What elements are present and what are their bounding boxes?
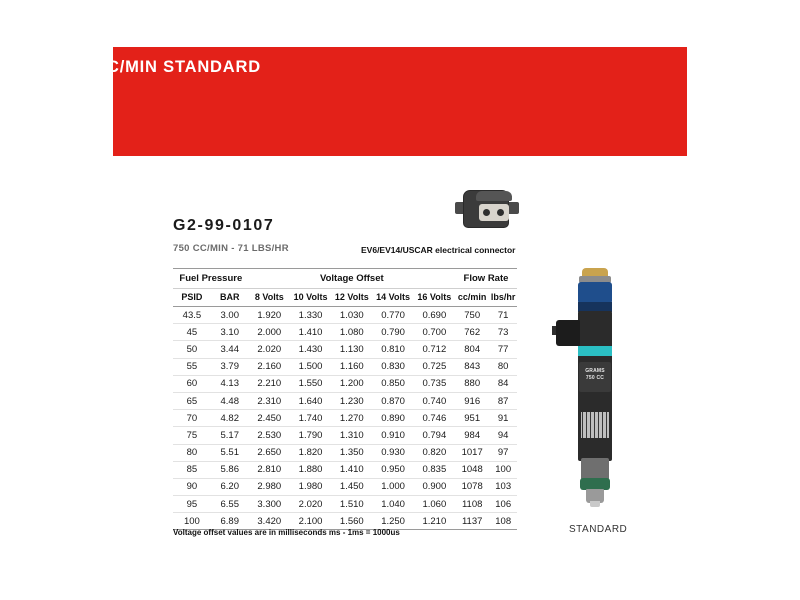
cell-bar: 4.48	[211, 392, 249, 409]
cell-14-volts: 0.770	[372, 307, 413, 324]
cell-16-volts: 0.700	[414, 324, 455, 341]
injector-brand-label	[579, 362, 611, 392]
table-row	[173, 392, 517, 409]
cell-cc-min: 750	[455, 307, 489, 324]
cell-bar: 3.00	[211, 307, 249, 324]
spec-table	[173, 268, 517, 530]
injector-label-line2: 750 CC	[585, 375, 605, 381]
cell-8-volts: 2.020	[249, 341, 290, 358]
table-row	[173, 375, 517, 392]
connector-body	[463, 190, 509, 228]
electrical-connector-icon	[455, 188, 521, 232]
cell-16-volts: 0.690	[414, 307, 455, 324]
cell-12-volts: 1.030	[331, 307, 372, 324]
cell-10-volts: 1.980	[290, 478, 331, 495]
cell-14-volts: 0.910	[372, 427, 413, 444]
cell-14-volts: 0.930	[372, 444, 413, 461]
injector-label-line1: GRAMS	[585, 368, 605, 374]
cell-psid: 100	[173, 513, 211, 530]
cell-8-volts: 1.920	[249, 307, 290, 324]
part-subtitle: 750 CC/MIN - 71 LBS/HR	[173, 243, 289, 254]
cell-12-volts: 1.160	[331, 358, 372, 375]
cell-14-volts: 0.790	[372, 324, 413, 341]
cell-cc-min: 1017	[455, 444, 489, 461]
cell-10-volts: 1.790	[290, 427, 331, 444]
connector-top	[476, 191, 512, 201]
cell-8-volts: 2.000	[249, 324, 290, 341]
cell-8-volts: 2.530	[249, 427, 290, 444]
group-header-fuel-pressure: Fuel Pressure	[173, 269, 249, 289]
cell-lbs-hr: 97	[489, 444, 517, 461]
cell-8-volts: 2.210	[249, 375, 290, 392]
cell-cc-min: 880	[455, 375, 489, 392]
connector-pin-1	[483, 209, 490, 216]
cell-14-volts: 0.810	[372, 341, 413, 358]
table-row	[173, 341, 517, 358]
cell-cc-min: 762	[455, 324, 489, 341]
cell-lbs-hr: 108	[489, 513, 517, 530]
column-header-8-volts: 8 Volts	[249, 289, 290, 307]
cell-cc-min: 984	[455, 427, 489, 444]
injector-tip	[590, 501, 600, 507]
cell-lbs-hr: 103	[489, 478, 517, 495]
table-row	[173, 461, 517, 478]
cell-14-volts: 1.000	[372, 478, 413, 495]
cell-12-volts: 1.310	[331, 427, 372, 444]
cell-bar: 3.10	[211, 324, 249, 341]
cell-psid: 95	[173, 496, 211, 513]
cell-16-volts: 0.820	[414, 444, 455, 461]
cell-8-volts: 2.310	[249, 392, 290, 409]
cell-10-volts: 1.410	[290, 324, 331, 341]
cell-14-volts: 0.830	[372, 358, 413, 375]
cell-bar: 5.86	[211, 461, 249, 478]
cell-lbs-hr: 77	[489, 341, 517, 358]
cell-bar: 5.51	[211, 444, 249, 461]
cell-16-volts: 0.900	[414, 478, 455, 495]
spec-table-body	[173, 307, 517, 530]
cell-psid: 80	[173, 444, 211, 461]
cell-14-volts: 0.850	[372, 375, 413, 392]
cell-cc-min: 1078	[455, 478, 489, 495]
column-header-lbs-hr: lbs/hr	[489, 289, 517, 307]
cell-12-volts: 1.450	[331, 478, 372, 495]
part-number: G2-99-0107	[173, 217, 275, 234]
cell-lbs-hr: 91	[489, 410, 517, 427]
cell-bar: 6.20	[211, 478, 249, 495]
cell-lbs-hr: 94	[489, 427, 517, 444]
cell-16-volts: 1.060	[414, 496, 455, 513]
group-header-voltage-offset: Voltage Offset	[249, 269, 455, 289]
cell-12-volts: 1.200	[331, 375, 372, 392]
table-row	[173, 410, 517, 427]
group-header-flow-rate: Flow Rate	[455, 269, 517, 289]
table-row	[173, 427, 517, 444]
cell-14-volts: 0.950	[372, 461, 413, 478]
cell-14-volts: 1.250	[372, 513, 413, 530]
cell-8-volts: 3.420	[249, 513, 290, 530]
cell-bar: 6.55	[211, 496, 249, 513]
connector-caption: EV6/EV14/USCAR electrical connector	[361, 245, 516, 255]
cell-cc-min: 1048	[455, 461, 489, 478]
cell-psid: 43.5	[173, 307, 211, 324]
cell-psid: 90	[173, 478, 211, 495]
cell-12-volts: 1.270	[331, 410, 372, 427]
cell-10-volts: 1.330	[290, 307, 331, 324]
cell-cc-min: 843	[455, 358, 489, 375]
cell-bar: 4.82	[211, 410, 249, 427]
cell-10-volts: 1.550	[290, 375, 331, 392]
cell-lbs-hr: 87	[489, 392, 517, 409]
cell-bar: 4.13	[211, 375, 249, 392]
cell-14-volts: 1.040	[372, 496, 413, 513]
cell-14-volts: 0.870	[372, 392, 413, 409]
column-header-12-volts: 12 Volts	[331, 289, 372, 307]
injector-lower-body	[581, 458, 609, 480]
injector-teal-band	[578, 346, 612, 356]
cell-12-volts: 1.510	[331, 496, 372, 513]
cell-8-volts: 2.450	[249, 410, 290, 427]
cell-8-volts: 2.650	[249, 444, 290, 461]
cell-16-volts: 0.746	[414, 410, 455, 427]
cell-cc-min: 951	[455, 410, 489, 427]
cell-12-volts: 1.560	[331, 513, 372, 530]
cell-psid: 50	[173, 341, 211, 358]
cell-12-volts: 1.130	[331, 341, 372, 358]
cell-lbs-hr: 80	[489, 358, 517, 375]
page-title: 750 CC/MIN STANDARD	[59, 58, 261, 76]
cell-10-volts: 1.640	[290, 392, 331, 409]
table-row	[173, 358, 517, 375]
cell-10-volts: 1.880	[290, 461, 331, 478]
cell-psid: 65	[173, 392, 211, 409]
connector-pin-2	[497, 209, 504, 216]
cell-bar: 6.89	[211, 513, 249, 530]
cell-10-volts: 1.500	[290, 358, 331, 375]
cell-psid: 60	[173, 375, 211, 392]
cell-10-volts: 2.020	[290, 496, 331, 513]
cell-8-volts: 2.160	[249, 358, 290, 375]
cell-16-volts: 0.835	[414, 461, 455, 478]
injector-connector-plug	[556, 320, 580, 346]
column-header-10-volts: 10 Volts	[290, 289, 331, 307]
cell-14-volts: 0.890	[372, 410, 413, 427]
cell-psid: 55	[173, 358, 211, 375]
cell-cc-min: 804	[455, 341, 489, 358]
column-header-psid: PSID	[173, 289, 211, 307]
cell-lbs-hr: 100	[489, 461, 517, 478]
cell-cc-min: 1108	[455, 496, 489, 513]
cell-lbs-hr: 71	[489, 307, 517, 324]
table-row	[173, 496, 517, 513]
cell-lbs-hr: 84	[489, 375, 517, 392]
table-group-header-row	[173, 269, 517, 289]
cell-16-volts: 0.735	[414, 375, 455, 392]
cell-16-volts: 0.725	[414, 358, 455, 375]
cell-lbs-hr: 106	[489, 496, 517, 513]
table-row	[173, 324, 517, 341]
cell-psid: 75	[173, 427, 211, 444]
cell-12-volts: 1.410	[331, 461, 372, 478]
table-footnote: Voltage offset values are in milliseconds ms - 1ms = 1000us	[173, 528, 400, 537]
column-header-14-volts: 14 Volts	[372, 289, 413, 307]
flow-rate-table	[173, 268, 517, 530]
injector-blue-cap	[578, 282, 612, 304]
cell-psid: 85	[173, 461, 211, 478]
cell-cc-min: 1137	[455, 513, 489, 530]
cell-psid: 70	[173, 410, 211, 427]
connector-face	[479, 204, 509, 221]
table-column-header-row	[173, 289, 517, 307]
cell-12-volts: 1.230	[331, 392, 372, 409]
cell-16-volts: 0.712	[414, 341, 455, 358]
fuel-injector-illustration	[552, 262, 642, 520]
column-header-cc-min: cc/min	[455, 289, 489, 307]
cell-bar: 5.17	[211, 427, 249, 444]
table-row	[173, 478, 517, 495]
cell-bar: 3.44	[211, 341, 249, 358]
cell-8-volts: 2.980	[249, 478, 290, 495]
cell-bar: 3.79	[211, 358, 249, 375]
cell-8-volts: 3.300	[249, 496, 290, 513]
injector-barcode	[581, 412, 609, 438]
cell-12-volts: 1.080	[331, 324, 372, 341]
cell-12-volts: 1.350	[331, 444, 372, 461]
table-row	[173, 444, 517, 461]
cell-10-volts: 2.100	[290, 513, 331, 530]
cell-16-volts: 0.740	[414, 392, 455, 409]
cell-psid: 45	[173, 324, 211, 341]
cell-lbs-hr: 73	[489, 324, 517, 341]
cell-10-volts: 1.820	[290, 444, 331, 461]
cell-10-volts: 1.740	[290, 410, 331, 427]
column-header-bar: BAR	[211, 289, 249, 307]
cell-16-volts: 1.210	[414, 513, 455, 530]
cell-cc-min: 916	[455, 392, 489, 409]
table-row	[173, 307, 517, 324]
column-header-16-volts: 16 Volts	[414, 289, 455, 307]
cell-8-volts: 2.810	[249, 461, 290, 478]
cell-16-volts: 0.794	[414, 427, 455, 444]
injector-caption: STANDARD	[569, 524, 628, 535]
cell-10-volts: 1.430	[290, 341, 331, 358]
